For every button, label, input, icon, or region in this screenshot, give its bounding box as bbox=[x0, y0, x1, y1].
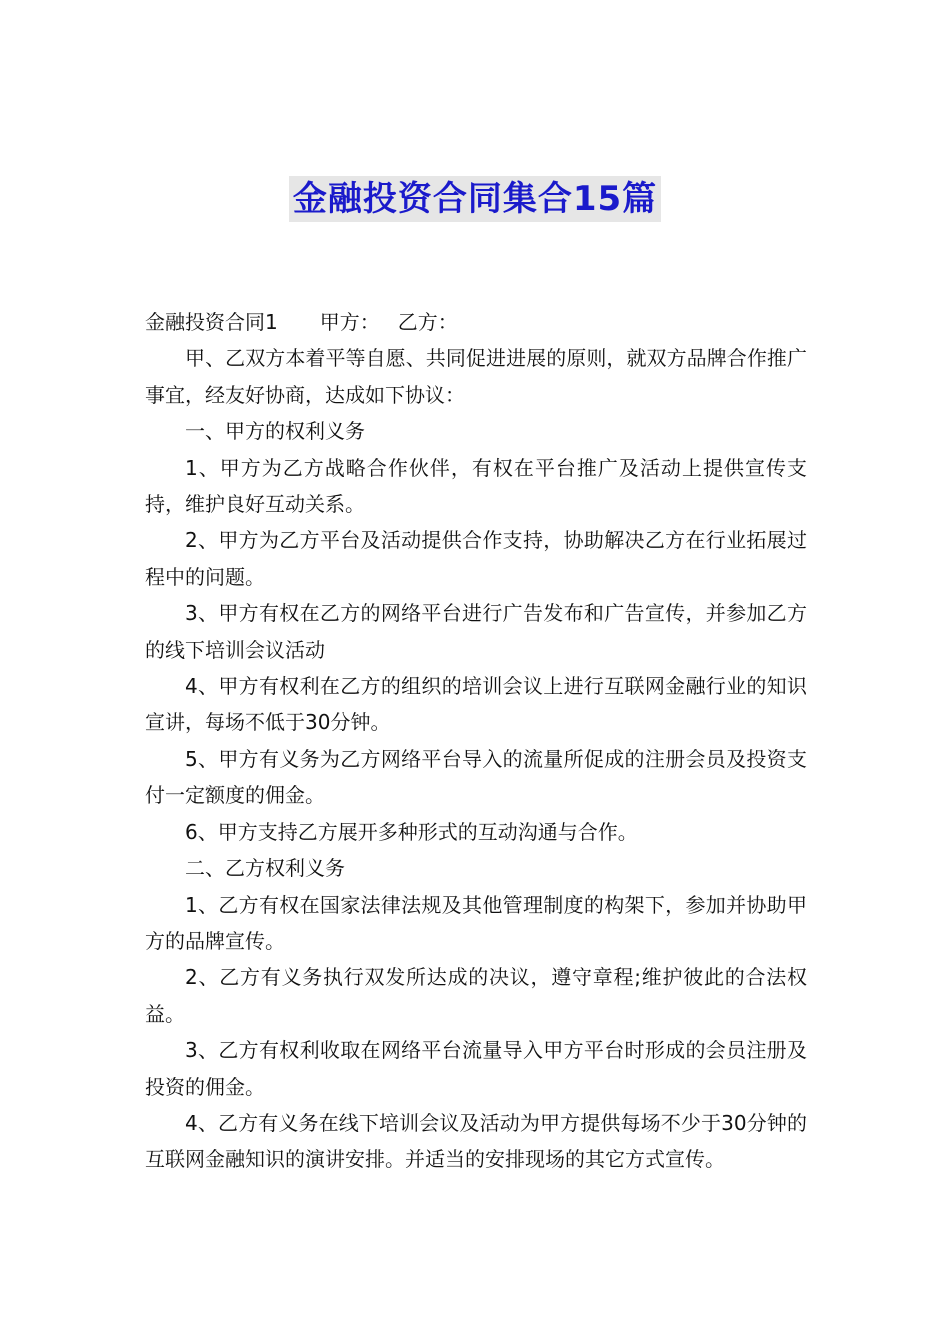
document-body bbox=[145, 304, 807, 1178]
clause-b-3: 3、乙方有权利收取在网络平台流量导入甲方平台时形成的会员注册及投资的佣金。 bbox=[145, 1038, 807, 1099]
paragraph-intro: 甲、乙双方本着平等自愿、共同促进进展的原则，就双方品牌合作推广事宜，经友好协商，达成如下协议： bbox=[145, 346, 807, 407]
section-heading-party-b: 二、乙方权利义务 bbox=[185, 856, 345, 881]
section-heading-party-a: 一、甲方的权利义务 bbox=[185, 419, 365, 444]
clause-b-2: 2、乙方有义务执行双发所达成的决议，遵守章程;维护彼此的合法权益。 bbox=[145, 965, 807, 1026]
clause-a-1: 1、甲方为乙方战略合作伙伴，有权在平台推广及活动上提供宣传支持，维护良好互动关系。 bbox=[145, 455, 807, 517]
contract-label: 金融投资合同1 bbox=[145, 310, 278, 334]
clause-a-2: 2、甲方为乙方平台及活动提供合作支持，协助解决乙方在行业拓展过程中的问题。 bbox=[145, 528, 807, 589]
header-line bbox=[145, 304, 807, 340]
clause-a-5: 5、甲方有义务为乙方网络平台导入的流量所促成的注册会员及投资支付一定额度的佣金。 bbox=[145, 746, 807, 808]
document-title: 金融投资合同集合15篇 bbox=[289, 176, 661, 222]
party-b-label: 乙方： bbox=[397, 310, 458, 334]
clause-a-3: 3、甲方有权在乙方的网络平台进行广告发布和广告宣传，并参加乙方的线下培训会议活动 bbox=[145, 601, 807, 662]
clause-b-1: 1、乙方有权在国家法律法规及其他管理制度的构架下，参加并协助甲方的品牌宣传。 bbox=[145, 892, 807, 953]
party-a-label: 甲方： bbox=[319, 310, 380, 334]
title-container bbox=[0, 176, 950, 222]
clause-b-4: 4、乙方有义务在线下培训会议及活动为甲方提供每场不少于30分钟的互联网金融知识的演讲安排。并适当的安排现场的其它方式宣传。 bbox=[145, 1110, 807, 1172]
clause-a-6: 6、甲方支持乙方展开多种形式的互动沟通与合作。 bbox=[185, 819, 638, 844]
clause-a-4: 4、甲方有权利在乙方的组织的培训会议上进行互联网金融行业的知识宣讲，每场不低于30分钟。 bbox=[145, 674, 807, 735]
